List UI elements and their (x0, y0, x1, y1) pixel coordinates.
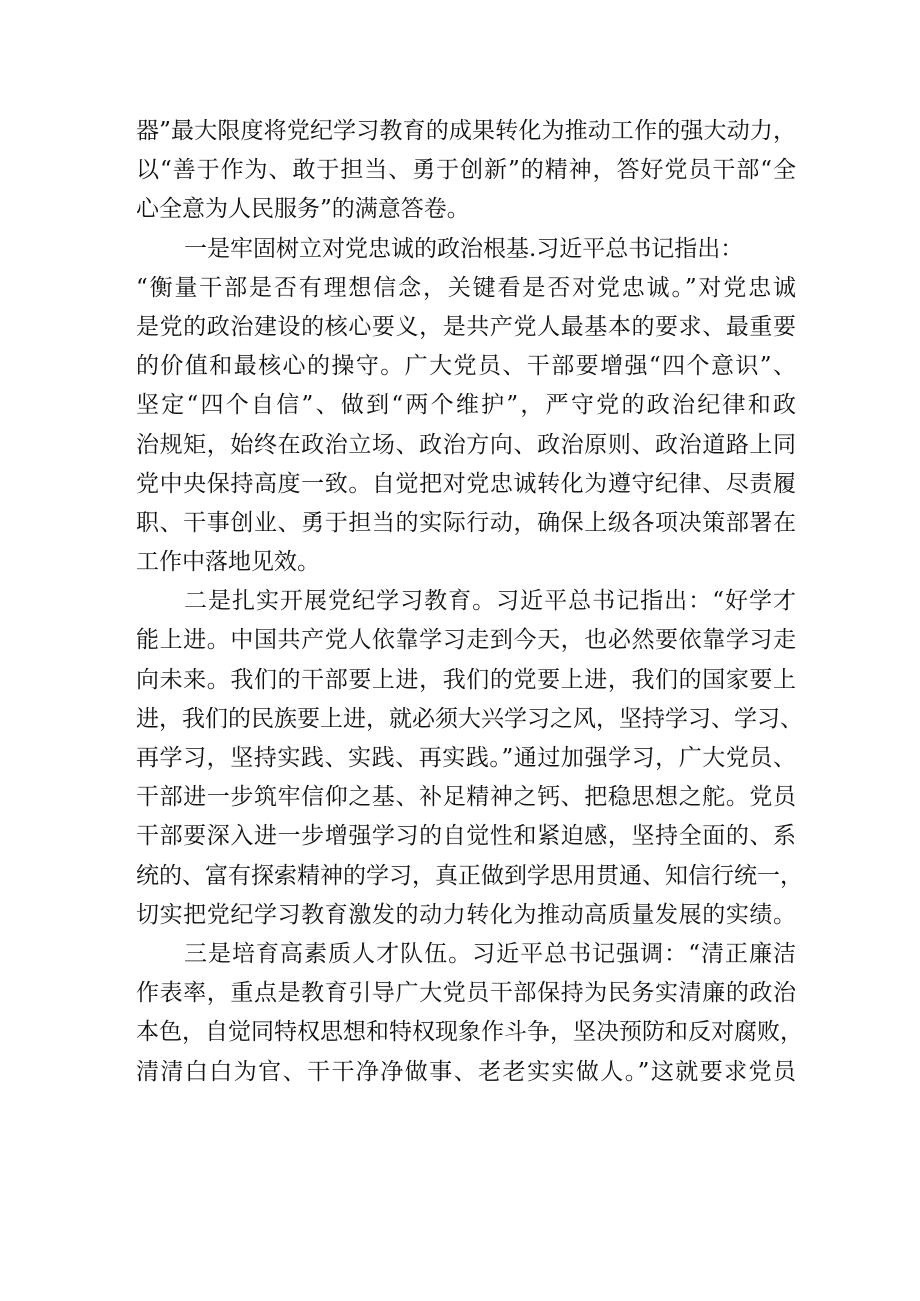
text-line: 工作中落地见效。 (136, 549, 320, 576)
text-line: 进，我们的民族要上进，就必须大兴学习之风，坚持学习、学习、 (136, 705, 803, 732)
text-line: 干部要深入进一步增强学习的自觉性和紧迫感，坚持全面的、系 (136, 823, 796, 850)
text-line: 坚定“四个自信”、做到“两个维护”，严守党的政治纪律和政 (136, 392, 796, 419)
text-line: 再学习，坚持实践、实践、再实践。”通过加强学习，广大党员、 (136, 745, 796, 771)
text-line: 器”最大限度将党纪学习教育的成果转化为推动工作的强大动力， (136, 118, 796, 144)
text-line: 本色，自觉同特权思想和特权现象作斗争，坚决预防和反对腐败， (136, 1019, 803, 1046)
text-line: 向未来。我们的干部要上进，我们的党要上进，我们的国家要上 (136, 666, 796, 693)
text-line: 的价值和最核心的操守。广大党员、干部要增强“四个意识”、 (136, 353, 796, 380)
text-line: 以“善于作为、敢于担当、勇于创新”的精神，答好党员干部“全 (136, 157, 796, 184)
text-line: 作表率，重点是教育引导广大党员干部保持为民务实清廉的政治 (136, 980, 796, 1007)
text-line: 干部进一步筑牢信仰之基、补足精神之钙、把稳思想之舵。党员 (136, 784, 796, 811)
text-line: 心全意为人民服务”的满意答卷。 (136, 196, 470, 223)
text-line: “衡量干部是否有理想信念，关键看是否对党忠诚。”对党忠诚 (136, 274, 796, 301)
text-line: 一是牢固树立对党忠诚的政治根基.习近平总书记指出： (184, 235, 744, 262)
text-line: 党中央保持高度一致。自觉把对党忠诚转化为遵守纪律、尽责履 (136, 470, 796, 497)
text-line: 治规矩，始终在政治立场、政治方向、政治原则、政治道路上同 (136, 431, 796, 458)
text-line: 能上进。中国共产党人依靠学习走到今天，也必然要依靠学习走 (136, 627, 796, 654)
text-line: 是党的政治建设的核心要义，是共产党人最基本的要求、最重要 (136, 313, 796, 340)
text-line: 统的、富有探索精神的学习，真正做到学思用贯通、知信行统一， (136, 862, 803, 889)
text-line: 二是扎实开展党纪学习教育。习近平总书记指出：“好学才 (184, 588, 796, 615)
text-line: 清清白白为官、干干净净做事、老老实实做人。”这就要求党员 (136, 1058, 796, 1085)
text-line: 三是培育高素质人才队伍。习近平总书记强调：“清正廉洁 (184, 940, 796, 967)
text-line: 切实把党纪学习教育激发的动力转化为推动高质量发展的实绩。 (136, 901, 796, 928)
text-line: 职、干事创业、勇于担当的实际行动，确保上级各项决策部署在 (136, 509, 796, 536)
document-body (136, 112, 803, 1092)
